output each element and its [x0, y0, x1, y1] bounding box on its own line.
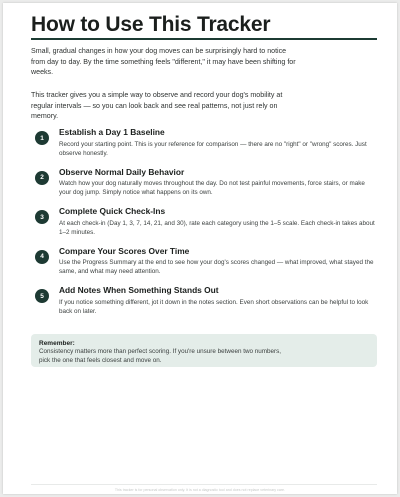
step-description: Use the Progress Summary at the end to see how your dog's scores changed — what improved, what stayed the same, and what may need attention. [59, 259, 374, 276]
step-number-badge: 3 [35, 210, 49, 224]
step-description: Record your starting point. This is your reference for comparison — there are no "right" or "wrong" scores. Just observe honestly. [59, 140, 367, 157]
step-item [31, 206, 377, 246]
step-description: If you notice something different, jot it down in the notes section. Even short observations can be helpful to look back on later. [59, 298, 369, 315]
step-description: Watch how your dog naturally moves throughout the day. Do not test painful movements, force stairs, or make your dog jump. Simply notice what happens on its own. [59, 180, 365, 197]
step-title: Establish a Day 1 Baseline [59, 127, 165, 137]
footer-disclaimer: This tracker is for personal observation only. It is not a diagnostic tool and does not replace veterinary care. [114, 488, 286, 492]
footer-divider [31, 484, 377, 485]
step-number-badge: 4 [35, 250, 49, 264]
remember-heading: Remember: [39, 340, 75, 347]
intro-paragraph-1: Small, gradual changes in how your dog moves can be surprisingly hard to notice from day to day. By the time something feels "different," it may have been shifting for weeks. [31, 47, 296, 77]
remember-body: Consistency matters more than perfect scoring. If you're unsure between two numbers, pick the one that feels closest and move on. [39, 348, 281, 364]
intro-paragraph-2: This tracker gives you a simple way to observe and record your dog's mobility at regular intervals — so you can look back and see real patterns, not just rely on memory. [31, 91, 283, 121]
step-title: Observe Normal Daily Behavior [59, 166, 185, 177]
step-title: Complete Quick Check-Ins [59, 206, 166, 216]
step-item [31, 167, 377, 207]
step-title: Compare Your Scores Over Time [59, 245, 190, 256]
steps-list [31, 127, 377, 325]
step-title: Add Notes When Something Stands Out [59, 285, 219, 295]
step-description: At each check-in (Day 1, 3, 7, 14, 21, and 30), rate each category using the 1–5 scale. Each check-in takes about 1–2 minutes. [59, 219, 375, 236]
step-item [31, 246, 377, 286]
step-item [31, 285, 377, 325]
step-item [31, 127, 377, 167]
step-number-badge: 1 [35, 131, 49, 145]
title-divider [31, 38, 377, 40]
remember-callout [31, 334, 377, 367]
step-number-badge: 2 [35, 171, 49, 185]
step-number-badge: 5 [35, 289, 49, 303]
page-title: How to Use This Tracker [31, 13, 271, 36]
document-page [3, 3, 397, 494]
